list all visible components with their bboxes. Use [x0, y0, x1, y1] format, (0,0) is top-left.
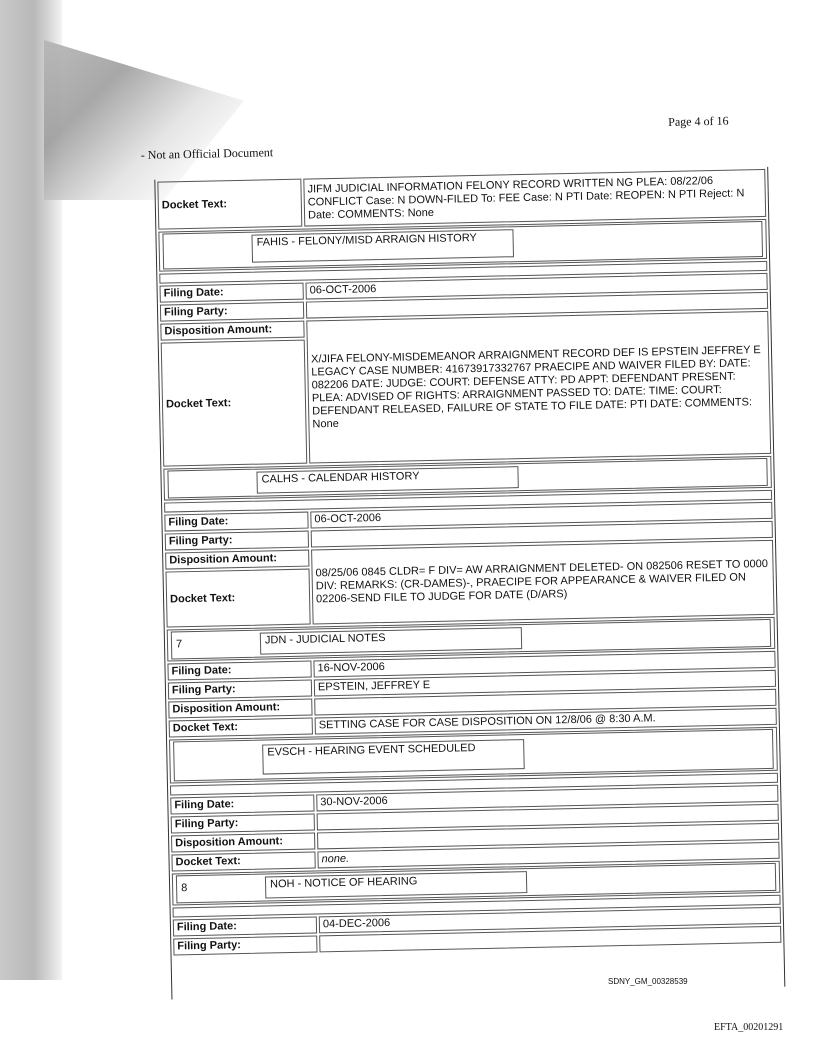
- docket-text-label: Docket Text:: [166, 569, 311, 628]
- docket-text-value: JIFM JUDICIAL INFORMATION FELONY RECORD WRITTEN NG PLEA: 08/22/06 CONFLICT Case: N DOWN-FILED To: FEE Case: N PTI Date: REOPEN: N PTI Reject: N Date: COMMENTS: None: [303, 169, 766, 227]
- section-number: 7: [175, 638, 183, 651]
- docket-text-label: Docket Text:: [157, 179, 302, 230]
- disposition-amount-label: Disposition Amount:: [171, 832, 315, 852]
- docket-text-value: 08/25/06 0845 CLDR= F DIV= AW ARRAIGNMENT DELETED- ON 082506 RESET TO 0000 DIV: REMARKS: (CR-DAMES)-, PRAECIPE FOR APPEARANCE & WAIVER FILED ON 02206-SEND FILE TO JUDGE FOR DATE (D/ARS): [311, 540, 774, 625]
- section-title: CALHS - CALENDAR HISTORY: [256, 466, 518, 493]
- filing-party-label: Filing Party:: [168, 680, 312, 700]
- docket-text-value: X/JIFA FELONY-MISDEMEANOR ARRAIGNMENT RECORD DEF IS EPSTEIN JEFFREY E LEGACY CASE NUMBER: 41673917332767 PRAECIPE AND WAIVER FILED BY: DATE: 082206 DATE: JUDGE: COURT: DEFENSE ATTY: PD APPT: DEFENDANT PRESENT: PLEA: ADVISED OF RIGHTS: ARRAIGNMENT PASSED TO: DATE: TIME: COURT: DEFENDANT RELEASED, FAILURE OF STATE TO FILE DATE: PTI DATE: COMMENTS: None: [306, 311, 771, 464]
- disposition-amount-label: Disposition Amount:: [160, 321, 304, 341]
- docket-table: [155, 167, 783, 958]
- disposition-amount-label: Disposition Amount:: [168, 699, 312, 719]
- filing-party-label: Filing Party:: [165, 531, 309, 551]
- docket-text-value: SETTING CASE FOR CASE DISPOSITION ON 12/8/06 @ 8:30 A.M.: [315, 708, 777, 735]
- efta-number: EFTA_00201291: [714, 1022, 784, 1033]
- disposition-amount-label: Disposition Amount:: [165, 550, 309, 570]
- filing-date-value: 04-DEC-2006: [319, 907, 781, 934]
- filing-date-value: 06-OCT-2006: [305, 273, 767, 300]
- section-title: NOH - NOTICE OF HEARING: [265, 871, 527, 898]
- docket-text-label: Docket Text:: [169, 718, 313, 738]
- filing-date-label: Filing Date:: [173, 916, 317, 936]
- section-number: 8: [181, 882, 188, 895]
- document-page: [140, 105, 798, 988]
- page-number: Page 4 of 16: [668, 113, 729, 129]
- section-title: EVSCH - HEARING EVENT SCHEDULED: [262, 739, 525, 774]
- filing-date-label: Filing Date:: [167, 661, 311, 681]
- filing-party-label: Filing Party:: [171, 813, 315, 833]
- section-title: JDN - JUDICIAL NOTES: [260, 627, 522, 654]
- filing-date-value: 30-NOV-2006: [316, 785, 778, 812]
- bates-number: SDNY_GM_00328539: [608, 977, 688, 986]
- scan-top-margin: [0, 0, 816, 44]
- docket-text-label: Docket Text:: [161, 340, 308, 467]
- filing-date-value: 16-NOV-2006: [313, 651, 775, 678]
- docket-text-value: none.: [317, 842, 779, 869]
- filing-date-label: Filing Date:: [160, 283, 304, 303]
- filing-date-value: 06-OCT-2006: [310, 502, 772, 529]
- filing-party-label: Filing Party:: [173, 935, 317, 955]
- filing-date-label: Filing Date:: [164, 512, 308, 532]
- docket-table-frame: [154, 167, 785, 1000]
- filing-party-label: Filing Party:: [160, 302, 304, 322]
- docket-text-label: Docket Text:: [171, 851, 315, 871]
- filing-date-label: Filing Date:: [170, 795, 314, 815]
- header-disclaimer: - Not an Official Document: [140, 145, 274, 162]
- filing-party-value: EPSTEIN, JEFFREY E: [314, 670, 776, 697]
- section-title: FAHIS - FELONY/MISD ARRAIGN HISTORY: [251, 229, 514, 262]
